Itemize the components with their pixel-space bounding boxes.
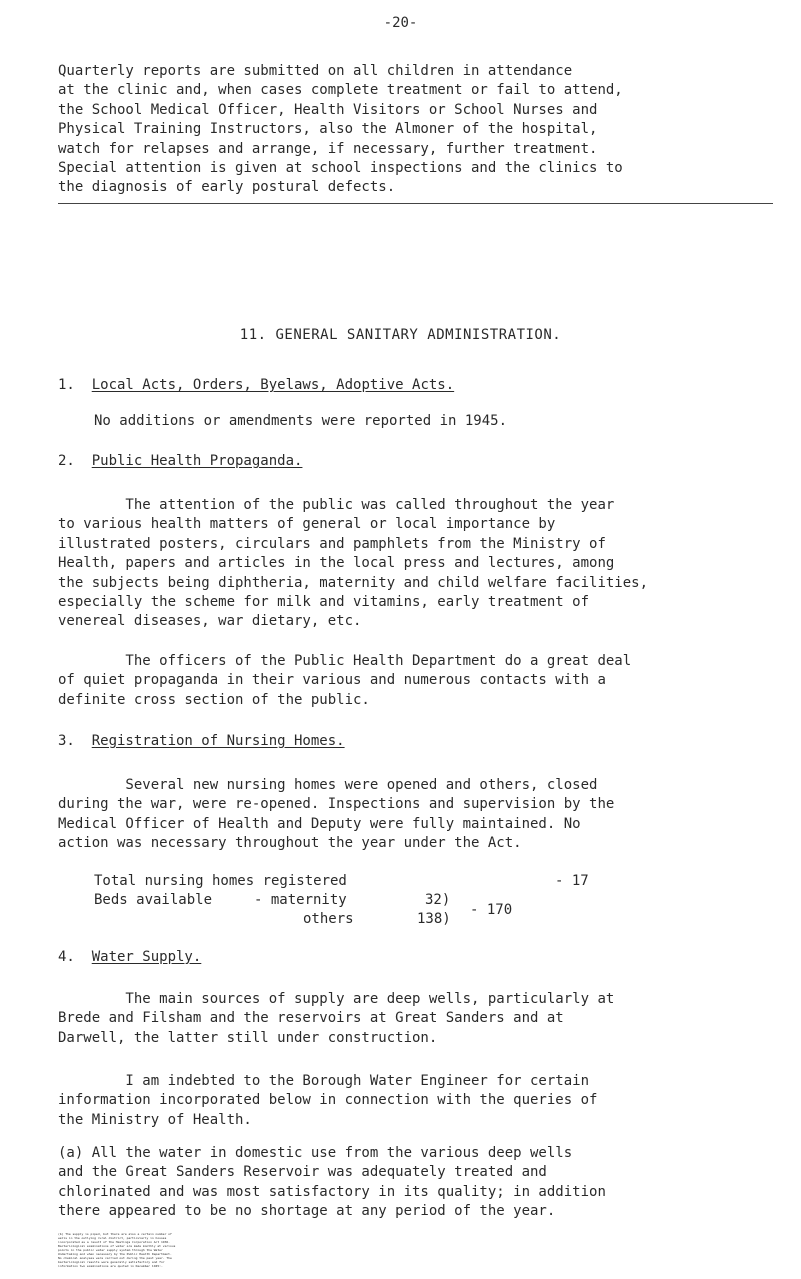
subsection-1-number: 1. [58,377,75,393]
beds-others-label: others [303,911,354,927]
subsection-2-number: 2. [58,453,75,469]
subsection-1-title: Local Acts, Orders, Byelaws, Adoptive Acts. [91,377,455,393]
section-divider [58,203,773,204]
subsection-4-title: Water Supply. [91,949,202,965]
nursing-homes-total-value: - 17 [555,873,589,889]
water-supply-paragraph-1: The main sources of supply are deep wells, particularly at Brede and Filsham and the reservoirs at Great Sanders and at Darwell, the latter still under construction. [58,991,615,1046]
water-supply-paragraph-2: I am indebted to the Borough Water Engineer for certain information incorporated below in connection with the queries of the Ministry of Health. [58,1073,598,1128]
beds-available-label: Beds available [94,892,213,908]
water-supply-paragraph-a: (a) All the water in domestic use from the various deep wells and the Great Sanders Reservoir was adequately treated and chlorinated and was most satisfactory in its quality; in addition there appeared to be no shortage at any period of the year. [58,1145,606,1220]
subsection-1-heading [58,376,773,395]
beds-maternity-value: 32) [425,892,451,908]
subsection-4-heading [58,948,773,967]
subsection-1-body: No additions or amendments were reported in 1945. [94,413,508,429]
intro-paragraph: Quarterly reports are submitted on all children in attendance at the clinic and, when cases complete treatment or fail to attend, the School Medical Officer, Health Visitors or School Nurses and Physical Training Instructors, also the Almoner of the hospital, watch for relapses and arrange, if necessary, further treatment. Special attention is given at school inspections and the clinics to the diagnosis of early postural defects. [58,63,623,196]
water-supply-paragraph-b: (b) The supply is piped, but there are also a certain number of wells in the outlying rural district, particularly in houses incorporated as a result of the Hastings Corporation Act 1936. Bacteriological examinations of water are made monthly at various points in the public water supply system through the Water Undertaking and when necessary by the Public Health Department. No chemical analyses were carried out during the past year. The bacteriological results were generally satisfactory and for information two examinations are quoted in December 1945:- [58,1232,176,1268]
page-number: -20- [383,15,418,31]
section-title: 11. GENERAL SANITARY ADMINISTRATION. [239,327,562,343]
subsection-4-number: 4. [58,949,75,965]
nursing-homes-paragraph: Several new nursing homes were opened and others, closed during the war, were re-opened. Inspections and supervision by the Medical Officer of Health and Deputy were fully maintained. No action was necessary throughout the year under the Act. [58,777,615,852]
subsection-2-heading [58,452,773,471]
subsection-3-heading [58,732,773,751]
beds-total-value: - 170 [470,902,513,918]
subsection-3-number: 3. [58,733,75,749]
nursing-homes-total-label: Total nursing homes registered [94,873,347,889]
propaganda-paragraph-1: The attention of the public was called throughout the year to various health matters of general or local importance by illustrated posters, circulars and pamphlets from the Ministry of Health, papers and articles in the local press and lectures, among the subjects being diphtheria, maternity and child welfare facilities, especially the scheme for milk and vitamins, early treatment of venereal diseases, war dietary, etc. [58,497,649,630]
subsection-2-title: Public Health Propaganda. [91,453,303,469]
propaganda-paragraph-2: The officers of the Public Health Department do a great deal of quiet propaganda in their various and numerous contacts with a definite cross section of the public. [58,653,632,708]
beds-others-value: 138) [417,911,451,927]
beds-maternity-label: - maternity [254,892,347,908]
subsection-3-title: Registration of Nursing Homes. [91,733,345,749]
